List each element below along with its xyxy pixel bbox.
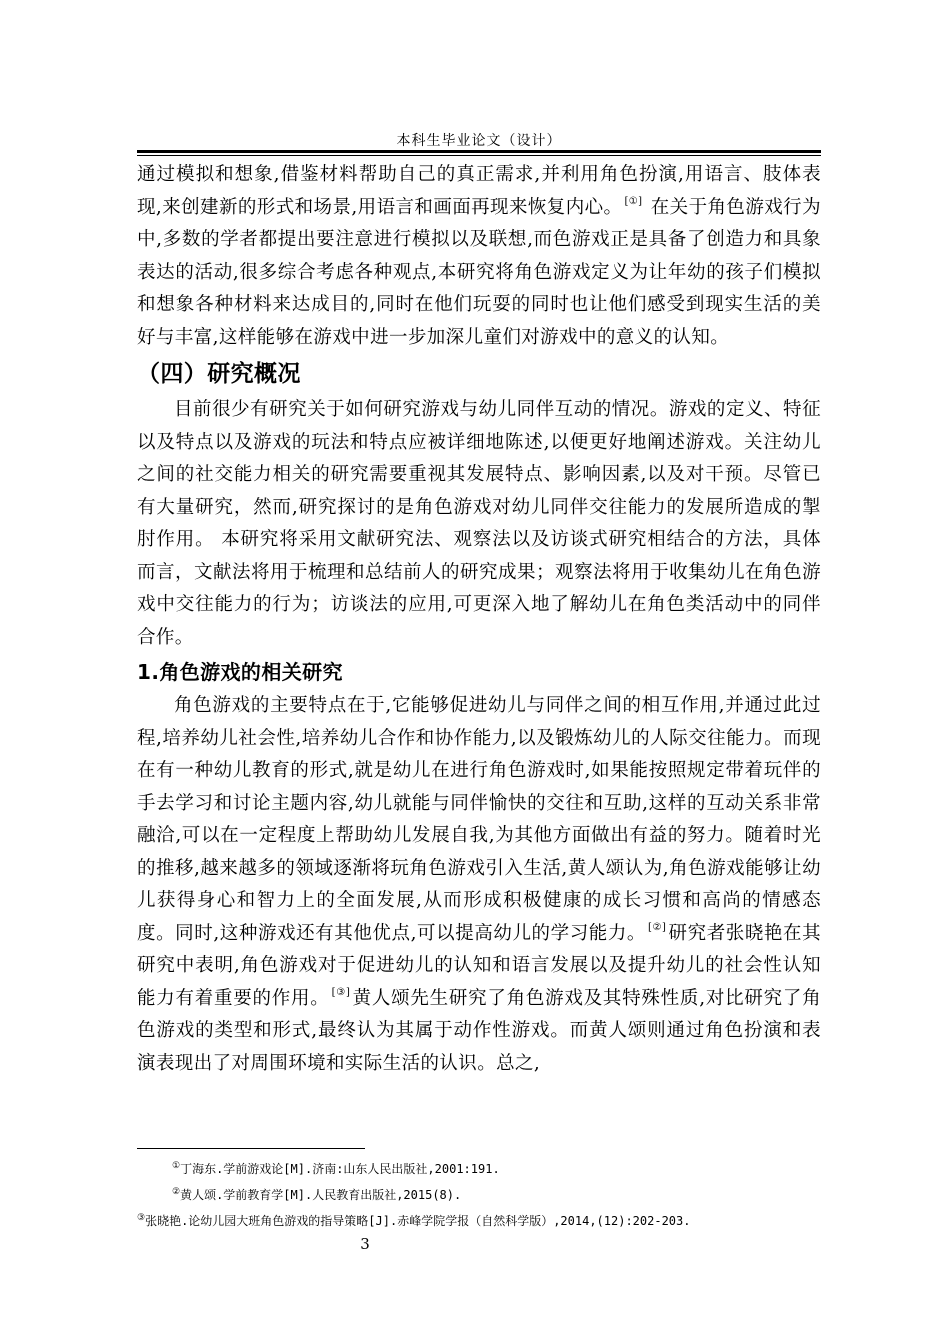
header-rule-thin: [137, 155, 821, 156]
citation-ref-1: [①]: [624, 195, 643, 207]
section-heading-4: （四）研究概况: [137, 361, 301, 387]
footnote-2: [137, 1182, 821, 1208]
footnote-mark: ②: [172, 1187, 181, 1197]
footnote-text: 黄人颂.学前教育学[M].人民教育出版社,2015(8).: [180, 1188, 462, 1202]
footnote-mark: ③: [137, 1213, 146, 1223]
main-text: [137, 159, 821, 1080]
footnotes: [137, 1156, 821, 1234]
footnote-separator: [137, 1148, 365, 1149]
header-rule-thick: [137, 150, 821, 153]
footnote-mark: ①: [172, 1161, 181, 1171]
page-number: 3: [360, 1235, 370, 1253]
footnote-3: [137, 1208, 821, 1234]
citation-ref-3: [③]: [331, 986, 351, 998]
paragraph-continued: [137, 159, 821, 354]
paragraph-text: 在关于角色游戏行为中,多数的学者都提出要注意进行模拟以及联想,而色游戏正是具备了创造力和具象表达的活动,很多综合考虑各种观点,本研究将角色游戏定义为让年幼的孩子们模拟和想象各种材料来达成目的,同时在他们玩耍的同时也让他们感受到现实生活的美好与丰富,这样能够在游戏中进一步加深儿童们对游戏中的意义的认知。: [137, 196, 821, 348]
subsection-heading-1: 1.角色游戏的相关研究: [137, 660, 343, 684]
footnote-text: 丁海东.学前游戏论[M].济南:山东人民出版社,2001:191.: [180, 1162, 500, 1176]
paragraph-text: 通过模拟和想象,借鉴材料帮助自己的真正需求,并利用角色扮演,用语言、肢体表现,来创建新的形式和场景,用语言和画面再现来恢复内心。: [137, 164, 821, 218]
running-header: 本科生毕业论文（设计）: [396, 133, 562, 149]
paragraph-text: 角色游戏的主要特点在于,它能够促进幼儿与同伴之间的相互作用,并通过此过程,培养幼儿社会性,培养幼儿合作和协作能力,以及锻炼幼儿的人际交往能力。而现在有一种幼儿教育的形式,就是幼儿在进行角色游戏时,如果能按照规定带着玩伴的手去学习和讨论主题内容,幼儿就能与同伴愉快的交往和互助,这样的互动关系非常融洽,可以在一定程度上帮助幼儿发展自我,为其他方面做出有益的努力。随着时光的推移,越来越多的领域逐渐将玩角色游戏引入生活,黄人颂认为,角色游戏能够让幼儿获得身心和智力上的全面发展,从而形成积极健康的成长习惯和高尚的情感态度。同时,这种游戏还有其他优点,可以提高幼儿的学习能力。: [137, 695, 821, 944]
footnote-1: [137, 1156, 821, 1182]
paragraph-text: 黄人颂先生研究了角色游戏及其特殊性质,对比研究了角色游戏的类型和形式,最终认为其属于动作性游戏。而黄人颂则通过角色扮演和表演表现出了对周围环境和实际生活的认识。总之,: [137, 987, 822, 1074]
footnote-text: 张晓艳.论幼儿园大班角色游戏的指导策略[J].赤峰学院学报（自然科学版）,2014,(12):202-203.: [145, 1214, 691, 1228]
subsection-paragraph: [137, 690, 821, 1080]
section-paragraph: 目前很少有研究关于如何研究游戏与幼儿同伴互动的情况。游戏的定义、特征以及特点以及游戏的玩法和特点应被详细地陈述,以便更好地阐述游戏。关注幼儿之间的社交能力相关的研究需要重视其发展特点、影响因素,以及对干预。尽管已有大量研究，然而,研究探讨的是角色游戏对幼儿同伴交往能力的发展所造成的掣肘作用。 本研究将采用文献研究法、观察法以及访谈式研究相结合的方法，具体而言，文献法将用于梳理和总结前人的研究成果；观察法将用于收集幼儿在角色游戏中交往能力的行为；访谈法的应用,可更深入地了解幼儿在角色类活动中的同伴合作。: [137, 399, 821, 648]
paragraph-text: 研究者张晓艳在其研究中表明,角色游戏对于促进幼儿的认知和语言发展以及提升幼儿的社会性认知能力有着重要的作用。: [137, 922, 822, 1009]
citation-ref-2: [②]: [648, 921, 667, 933]
